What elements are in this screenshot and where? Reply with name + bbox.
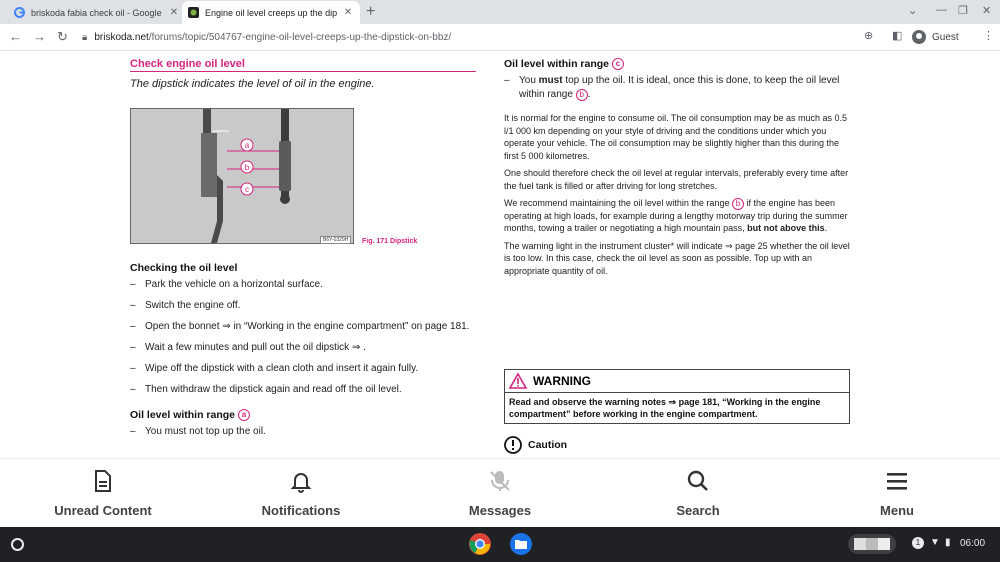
dipstick-figure — [130, 108, 354, 244]
warning-body: Read and observe the warning notes ⇒ page 181, “Working in the engine compartment” before working in the engine compartment. — [509, 397, 821, 419]
step-item: – Park the vehicle on a horizontal surface. — [130, 279, 323, 290]
avatar-icon — [912, 30, 926, 44]
range-c-step: – You must top up the oil. It is ideal, once this is done, to keep the oil level within range b . — [504, 75, 840, 101]
warning-triangle-icon — [509, 373, 527, 389]
zoom-icon[interactable]: ⊕ — [864, 30, 874, 42]
left-column — [130, 58, 480, 438]
browser-toolbar — [0, 24, 1000, 51]
lock-icon: 🔒︎ — [82, 32, 88, 43]
nav-label: Search — [676, 503, 720, 518]
checking-section — [130, 262, 480, 439]
search-icon — [687, 470, 709, 492]
holding-space-icon[interactable] — [848, 534, 896, 554]
tab-briskoda-forum[interactable] — [182, 1, 360, 24]
battery-icon: ▮ — [945, 537, 951, 548]
fig-label-a: a — [244, 141, 250, 150]
figure-caption: Fig. 171 Dipstick — [362, 238, 418, 245]
section-subtitle: The dipstick indicates the level of oil in the engine. — [130, 78, 375, 90]
range-a-heading: Oil level within range a — [130, 409, 480, 421]
step-item: – Open the bonnet ⇒ in “Working in the engine compartment” on page 181. — [130, 321, 470, 332]
tab-search-chevron-icon[interactable]: ⌄ — [908, 5, 918, 17]
profile-button[interactable] — [912, 28, 959, 46]
section-title: Check engine oil level — [130, 58, 476, 72]
more-menu-icon[interactable]: ⋮ — [983, 30, 994, 42]
bell-icon — [290, 470, 312, 492]
tab-title: Engine oil level creeps up the dip — [205, 7, 338, 18]
checking-heading: Checking the oil level — [130, 262, 238, 274]
profile-label: Guest — [932, 31, 959, 43]
fig-label-c: c — [245, 185, 249, 194]
range-c-marker: c — [612, 58, 624, 70]
nav-notifications[interactable] — [231, 459, 371, 528]
nav-label: Unread Content — [54, 503, 152, 518]
nav-messages[interactable] — [430, 459, 570, 528]
os-shelf — [0, 527, 1000, 562]
nav-label: Messages — [468, 503, 532, 518]
paragraph-consumption: It is normal for the engine to consume oil. The oil consumption may be as much as 0.5 l/1 000 km depending on your style of driving and the conditions under which you operate your vehicle. The oil consumption may be slightly higher than this during the first 5 000 kilometres. — [504, 113, 848, 161]
nav-menu[interactable] — [827, 459, 967, 528]
minimize-icon[interactable]: — — [936, 4, 947, 16]
close-tab-icon[interactable]: ✕ — [343, 7, 353, 18]
step-item: – Wait a few minutes and pull out the oil dipstick ⇒ . — [130, 342, 366, 353]
forum-bottom-nav — [0, 458, 1000, 527]
files-app-icon[interactable] — [509, 532, 533, 556]
close-tab-icon[interactable]: ✕ — [169, 7, 179, 18]
right-column — [504, 58, 854, 451]
address-bar[interactable] — [82, 27, 882, 48]
google-icon — [14, 7, 25, 18]
document-icon — [94, 470, 112, 492]
side-panel-icon[interactable]: ◧ — [892, 30, 903, 42]
caution-header — [504, 436, 854, 454]
close-window-icon[interactable]: ✕ — [982, 5, 992, 17]
warning-box — [504, 369, 850, 424]
manual-image — [28, 52, 968, 458]
step-item: – Switch the engine off. — [130, 300, 241, 311]
forward-icon[interactable]: → — [33, 29, 46, 44]
page-content[interactable] — [0, 52, 1000, 458]
chrome-app-icon[interactable] — [468, 532, 492, 556]
dipstick-illustration — [131, 109, 353, 243]
wifi-icon: ▼ — [930, 537, 940, 548]
figure-code: B6Y-0329H — [320, 236, 351, 244]
briskoda-favicon-icon — [188, 7, 199, 18]
restore-icon[interactable]: ❐ — [958, 5, 968, 17]
url-domain: briskoda.net — [94, 32, 149, 43]
tab-strip — [0, 0, 1000, 24]
warning-title: WARNING — [533, 374, 591, 388]
nav-unread-content[interactable] — [33, 459, 173, 528]
reload-icon[interactable]: ↻ — [57, 29, 68, 44]
caution-title: Caution — [528, 439, 568, 451]
nav-label: Notifications — [261, 503, 341, 518]
tab-title: briskoda fabia check oil - Google — [31, 7, 162, 18]
url-path: /forums/topic/504767-engine-oil-level-creeps-up-the-dipstick-on-bbz/ — [148, 32, 452, 43]
step-item: – Wipe off the dipstick with a clean cloth and insert it again fully. — [130, 363, 419, 374]
step-item: – Then withdraw the dipstick again and read off the oil level. — [130, 384, 402, 395]
paragraph-check-intervals: One should therefore check the oil level at regular intervals, preferably every time after the fuel tank is filled or after driving for long stretches. — [504, 168, 849, 191]
nav-label: Menu — [880, 503, 914, 518]
nav-search[interactable] — [628, 459, 768, 528]
fig-label-b: b — [244, 163, 250, 172]
paragraph-warning-light: The warning light in the instrument cluster* will indicate ⇒ page 25 whether the oil level is too low. In this case, check the oil level as soon as possible. Top up with an appropriate quantity of oil. — [504, 240, 850, 276]
messages-icon — [488, 470, 512, 492]
caution-icon — [504, 436, 522, 454]
menu-icon — [886, 471, 908, 491]
range-c-heading: Oil level within range c — [504, 58, 854, 70]
notification-count[interactable]: 1 — [912, 537, 924, 549]
tab-google-search[interactable] — [8, 1, 186, 24]
step-item: – You must not top up the oil. — [130, 426, 266, 438]
clock[interactable]: 06:00 — [960, 538, 986, 549]
range-a-marker: a — [238, 409, 250, 421]
new-tab-icon[interactable]: + — [366, 3, 376, 20]
paragraph-recommendation: We recommend maintaining the oil level within the range b if the engine has been operating at high loads, for example during a lengthy motorway trip during the summer months, towing a trailer or negotiating a high mountain pass, but not above this. — [504, 198, 848, 234]
warning-header — [505, 370, 849, 393]
launcher-icon[interactable] — [11, 538, 24, 551]
back-icon[interactable]: ← — [9, 29, 22, 44]
